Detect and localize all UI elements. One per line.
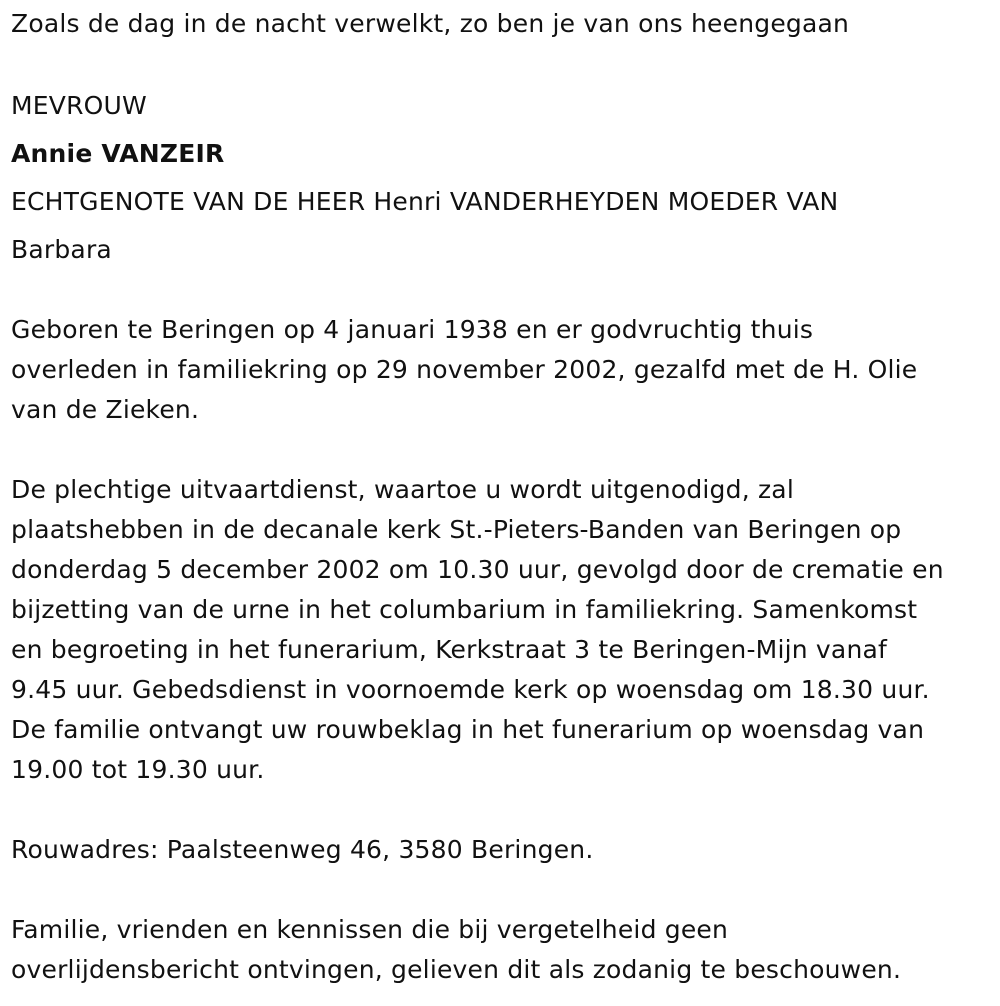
birth-death-line: Geboren te Beringen op 4 januari 1938 en er godvruchtig thuis: [11, 315, 814, 344]
ceremony-line: en begroeting in het funerarium, Kerkstraat 3 te Beringen-Mijn vanaf: [11, 635, 888, 664]
honorific: MEVROUW: [11, 91, 147, 120]
ceremony-line: De familie ontvangt uw rouwbeklag in het funerarium op woensdag van: [11, 715, 925, 744]
ceremony-line: bijzetting van de urne in het columbarium in familiekring. Samenkomst: [11, 595, 918, 624]
motto-line: Zoals de dag in de nacht verwelkt, zo ben je van ons heengegaan: [11, 9, 850, 38]
ceremony-line: plaatshebben in de decanale kerk St.-Pieters-Banden van Beringen op: [11, 515, 902, 544]
child-name: Barbara: [11, 235, 112, 264]
deceased-name: Annie VANZEIR: [11, 139, 225, 168]
birth-death-line: overleden in familiekring op 29 november 2002, gezalfd met de H. Olie: [11, 355, 918, 384]
ceremony-line: 9.45 uur. Gebedsdienst in voornoemde kerk op woensdag om 18.30 uur.: [11, 675, 930, 704]
ceremony-line: De plechtige uitvaartdienst, waartoe u wordt uitgenodigd, zal: [11, 475, 794, 504]
closing-line: Familie, vrienden en kennissen die bij vergetelheid geen: [11, 915, 729, 944]
closing-line: overlijdensbericht ontvingen, gelieven dit als zodanig te beschouwen.: [11, 955, 902, 984]
relation-line: ECHTGENOTE VAN DE HEER Henri VANDERHEYDEN MOEDER VAN: [11, 187, 839, 216]
ceremony-line: donderdag 5 december 2002 om 10.30 uur, gevolgd door de crematie en: [11, 555, 944, 584]
ceremony-line: 19.00 tot 19.30 uur.: [11, 755, 265, 784]
birth-death-line: van de Zieken.: [11, 395, 200, 424]
mourning-address: Rouwadres: Paalsteenweg 46, 3580 Beringen.: [11, 835, 594, 864]
